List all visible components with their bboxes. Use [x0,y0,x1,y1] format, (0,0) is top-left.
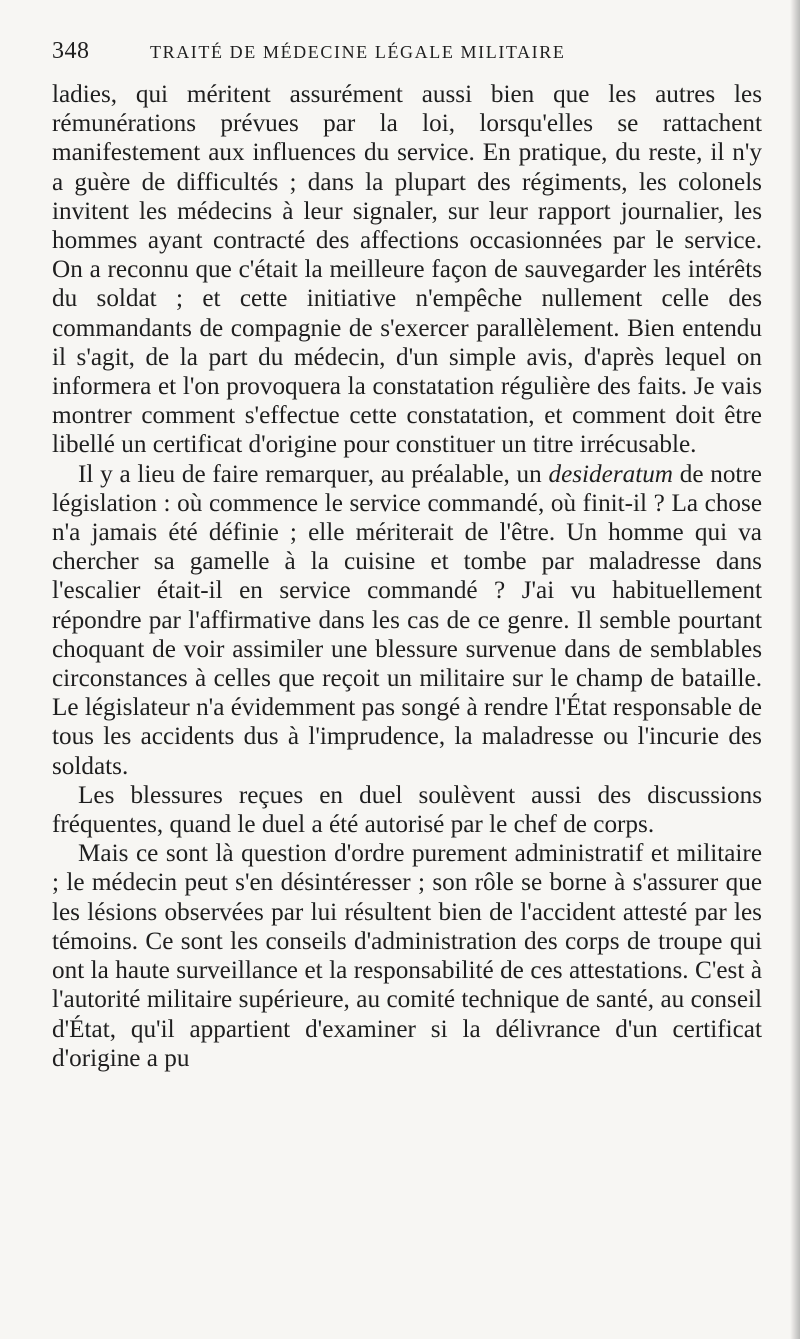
body-text [52,80,762,1073]
page-header [52,38,762,78]
paragraph-text: Il y a lieu de faire remarquer, au préalable, un [78,460,549,488]
page-edge-shadow [790,0,800,1339]
page-number: 348 [52,38,90,64]
paragraph-desideratum [52,460,762,781]
italic-term: desideratum [548,460,673,488]
paragraph-continued: ladies, qui méritent assurément aussi bien que les autres les rémunérations prévues par la loi, lorsqu'elles se rattachent manifestement aux influences du service. En pratique, du reste, il n'y a guère de difficultés ; dans la plupart des régiments, les colonels invitent les médecins à leur signaler, sur leur rapport journalier, les hommes ayant contracté des affections occasionnées par le service. On a reconnu que c'était la meilleure façon de sauvegarder les intérêts du soldat ; et cette initiative n'empêche nullement celle des commandants de compagnie de s'exercer parallèlement. Bien entendu il s'agit, de la part du médecin, d'un simple avis, d'après lequel on informera et l'on provoquera la constatation régulière des faits. Je vais montrer comment s'effectue cette constatation, et comment doit être libellé un certificat d'origine pour constituer un titre irrécusable. [52,81,762,459]
running-title: TRAITÉ DE MÉDECINE LÉGALE MILITAIRE [150,42,566,62]
paragraph-administration: Mais ce sont là question d'ordre purement administratif et militaire ; le médecin peut s'en désintéresser ; son rôle se borne à s'assurer que les lésions observées par lui résultent bien de l'accident attesté par les témoins. Ce sont les conseils d'administration des corps de troupe qui ont la haute surveillance et la responsabilité de ces attestations. C'est à l'autorité militaire supérieure, au comité technique de santé, au conseil d'État, qu'il appartient d'examiner si la délivrance d'un certificat d'origine a pu [52,840,762,1072]
paragraph-text: de notre législation : où commence le service commandé, où finit-il ? La chose n'a jamais été définie ; elle mériterait de l'être. Un homme qui va chercher sa gamelle à la cuisine et tombe par maladresse dans l'escalier était-il en service commandé ? J'ai vu habituellement répondre par l'affirmative dans les cas de ce genre. Il semble pourtant choquant de voir assimiler une blessure survenue dans de semblables circonstances à celles que reçoit un militaire sur le champ de bataille. Le législateur n'a évidemment pas songé à rendre l'État responsable de tous les accidents dus à l'imprudence, la maladresse ou l'incurie des soldats. [52,460,762,780]
paragraph-duel: Les blessures reçues en duel soulèvent aussi des discussions fréquentes, quand le duel a été autorisé par le chef de corps. [52,781,762,839]
